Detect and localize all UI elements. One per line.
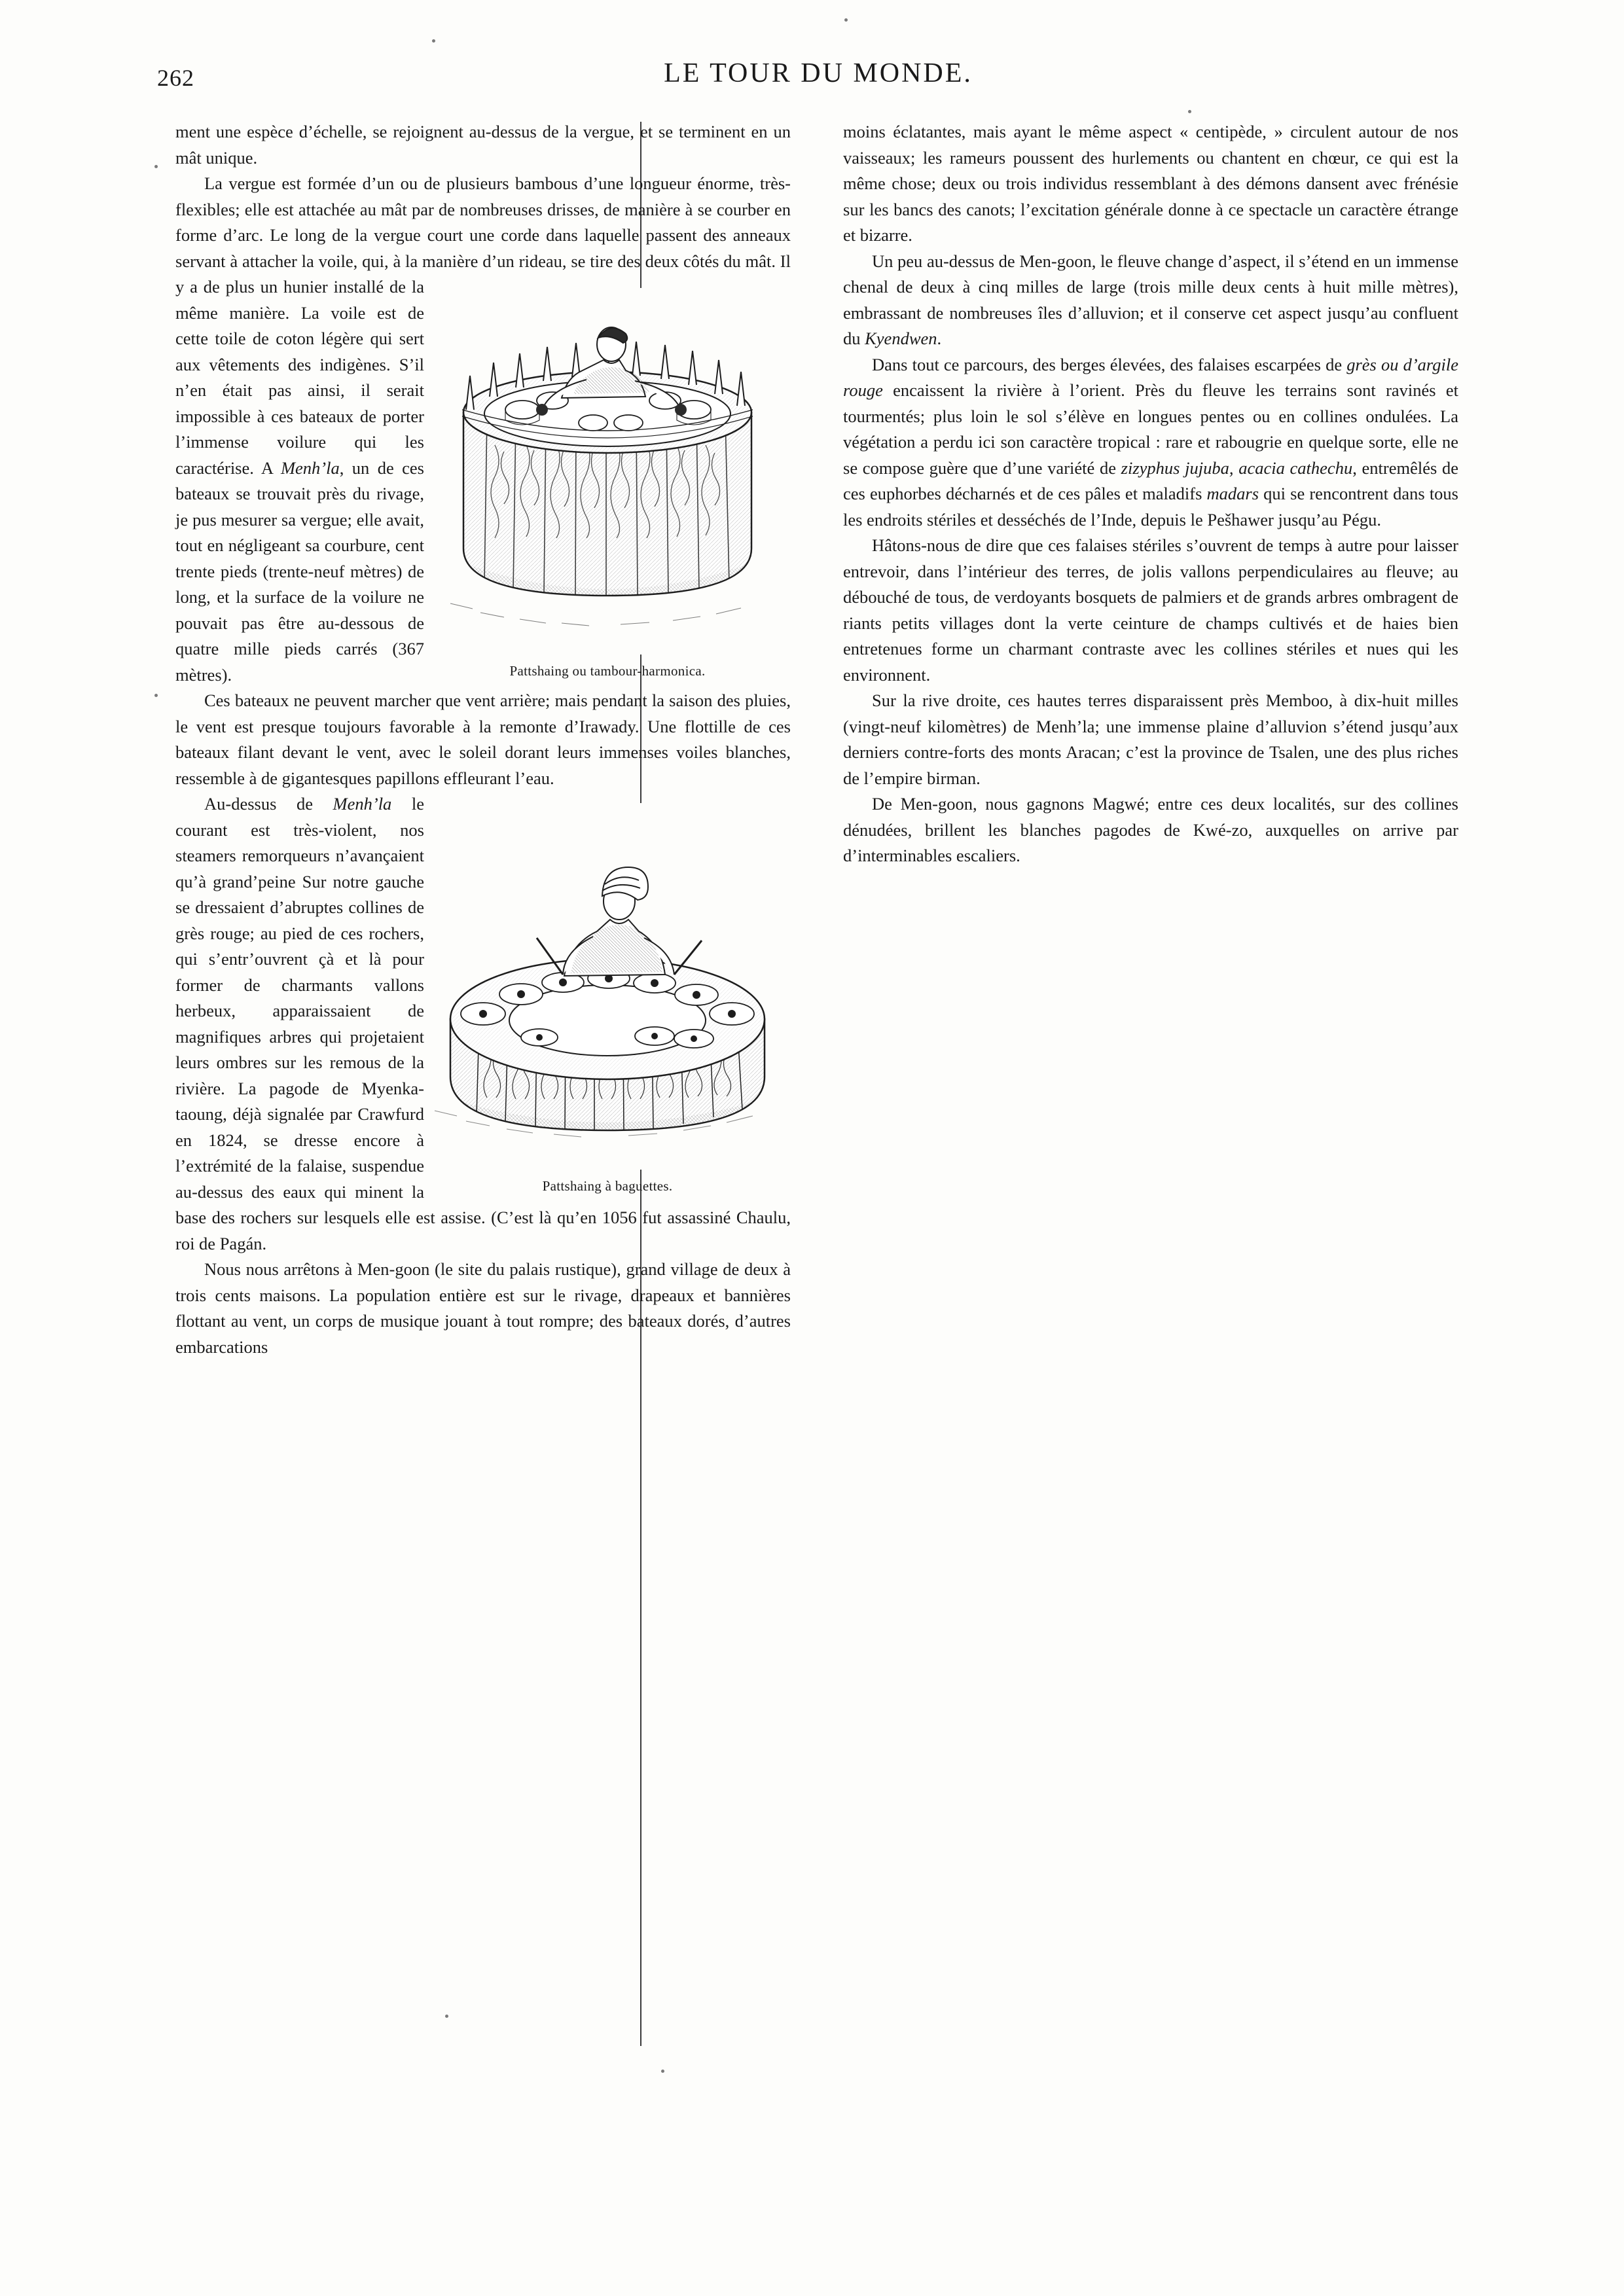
paragraph: Hâtons-nous de dire que ces falaises stériles s’ouvrent de temps à autre pour laisser entrevoir, dans l’intérieur des terres, de jolis vallons perpendiculaires au fleuve; au débouché de tous, de verdoyants bosquets de palmiers et de grands arbres ombragent de riants petits villages dont la verte ceinture de champs cultivés et de haies bien entretenues forme un charmant contraste avec les collines stériles et nues qui les environnent. bbox=[843, 535, 1458, 685]
column-left bbox=[175, 119, 791, 1360]
paragraph: Sur la rive droite, ces hautes terres disparaissent près Memboo, à dix-huit milles (vingt-neuf kilomètres) de Menh’la; une immense plaine d’alluvion s’étend jusqu’aux derniers contre-forts des monts Aracan; c’est la province de Tsalen, une des plus riches de l’empire birman. bbox=[843, 691, 1458, 788]
paragraph: ment une espèce d’échelle, se rejoignent au-dessus de la vergue, et se terminent en un mât unique. bbox=[175, 122, 791, 168]
print-speck bbox=[154, 165, 158, 168]
paragraph: Ces bateaux ne peuvent marcher que vent arrière; mais pendant la saison des pluies, le vent est presque toujours favorable à la remonte d’Irawady. Une flottille de ces bateaux filant devant le vent, avec le soleil dorant leurs immenses voiles blanches, ressemble à de gigantesques papillons effleurant l’eau. bbox=[175, 691, 791, 788]
figure-pattshaing-tambour bbox=[424, 288, 791, 685]
print-speck bbox=[154, 694, 158, 697]
print-speck bbox=[432, 39, 435, 43]
paragraph: Un peu au-dessus de Men-goon, le fleuve change d’aspect, il s’étend en un immense chenal de deux à cinq milles de large (trois mille deux cents à huit mille mètres), embrassant de nombreuses îles d’alluvion; et il conserve cet aspect jusqu’au confluent du Kyendwen. bbox=[843, 251, 1458, 348]
paragraph: De Men-goon, nous gagnons Magwé; entre ces deux localités, sur des collines dénudées, brillent les blanches pagodes de Kwé-zo, auxquelles on arrive par d’interminables escaliers. bbox=[843, 794, 1458, 865]
engraving-tambour-harmonica bbox=[424, 288, 791, 655]
print-speck bbox=[1188, 110, 1191, 113]
figure-caption: Pattshaing ou tambour-harmonica. bbox=[509, 663, 706, 679]
page-header bbox=[157, 58, 1479, 97]
paragraph: Dans tout ce parcours, des berges élevées, des falaises escarpées de grès ou d’argile rouge encaissent la rivière à l’orient. Près du fleuve les terrains sont ravinés et tourmentés; plus loin le sol s’élève en longues pentes ou en collines ondulées. La végétation a perdu ici son caractère tropical : rare et rabougrie en quelque sorte, elle ne se compose guère que d’une variété de zizyphus jujuba, acacia cathechu, entremêlés de ces euphorbes décharnés et de ces pâles et maladifs madars qui se rencontrent dans tous les endroits stériles et desséchés de l’Inde, depuis le Pešhawer jusqu’au Pégu. bbox=[843, 354, 1458, 529]
article-body bbox=[175, 119, 1458, 2115]
running-title: LE TOUR DU MONDE. bbox=[664, 58, 973, 88]
paragraph: moins éclatantes, mais ayant le même aspect « centipède, » circulent autour de nos vaisseaux; les rameurs poussent des hurlements ou chantent en chœur, ce qui est la même chose; deux ou trois individus ressemblant à des démons dansent avec frénésie sur les bancs des canots; l’excitation générale donne à ce spectacle un caractère étrange et bizarre. bbox=[843, 122, 1458, 245]
page-number: 262 bbox=[157, 65, 194, 91]
column-right bbox=[843, 119, 1458, 869]
paragraph: Nous nous arrêtons à Men-goon (le site du palais rustique), grand village de deux à trois cents maisons. La population entière est sur le rivage, drapeaux et bannières flottant au vent, un corps de musique jouant à tout rompre; des bateaux dorés, d’autres embarcations bbox=[175, 1259, 791, 1357]
engraving-pattshaing-baguettes bbox=[424, 803, 791, 1170]
paragraph: La vergue est formée d’un ou de plusieurs bambous d’une longueur énorme, très-flexibles; elle est attachée au mât par de nombreuses drisses, de manière à se courber en forme d’arc. Le long de la vergue court une corde dans laquelle passent des anneaux servant à attacher la voile, qui, à la manière d’un rideau, se tire des deux côtés du mât. Il y a de plus un hunier installé de la même manière. La voile est de cette toile de coton légère qui sert aux vêtements des indigènes. S’il n’en était pas ainsi, il serait impossible à ces bateaux de porter l’immense voilure qui les caractérise. A Menh’la, un de ces bateaux se trouvait près du rivage, je pus mesurer sa vergue; elle avait, tout en négligeant sa courbure, cent trente pieds (trente-neuf mètres) de long, et la surface de la voilure ne pouvait pas être au-dessous de quatre mille pieds carrés (367 mètres). bbox=[175, 173, 791, 685]
print-speck bbox=[844, 18, 848, 22]
figure-pattshaing-baguettes bbox=[424, 803, 791, 1200]
paragraph: Au-dessus de Menh’la le courant est très-violent, nos steamers remorqueurs n’avançaient qu’à grand’peine Sur notre gauche se dressaient d’abruptes collines de grès rouge; au pied de ces rochers, qui s’entr’ouvrent çà et là pour former de charmants vallons herbeux, apparaissaient de magnifiques arbres qui projetaient leurs ombres sur les remous de la rivière. La pagode de Myenka-taoung, déjà signalée par Crawfurd en 1824, se dresse encore à l’extrémité de la falaise, suspendue au-dessus des eaux qui minent la base des rochers sur lesquels elle est assise. (C’est là qu’en 1056 fut assassiné Chaulu, roi de Pagán. bbox=[175, 794, 791, 1253]
figure-caption: Pattshaing à baguettes. bbox=[542, 1178, 673, 1194]
